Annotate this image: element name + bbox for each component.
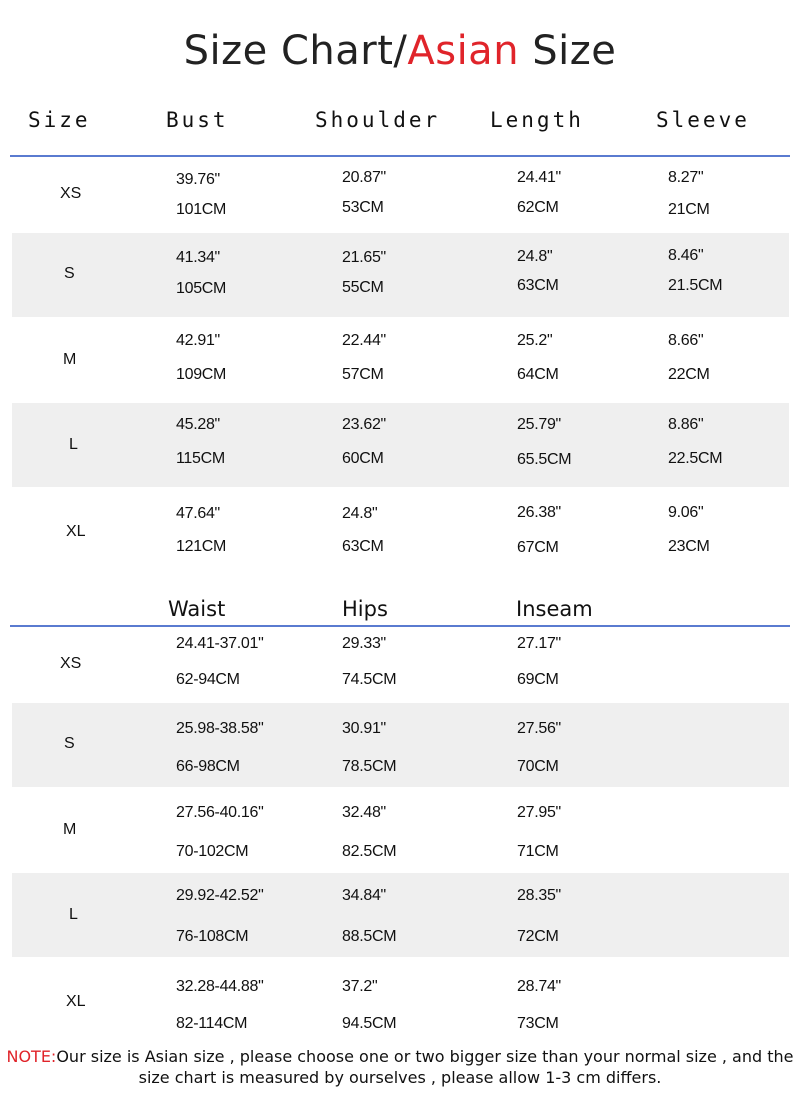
title-suffix: Size <box>519 28 617 74</box>
sleeve-cm: 23CM <box>668 538 710 555</box>
length-inches: 26.38" <box>517 504 561 521</box>
header-size: Size <box>28 108 91 132</box>
note-text: Our size is Asian size , please choose one or two bigger size than your normal size , and the size chart is measured by ourselves , please allow 1-3 cm differs. <box>56 1047 794 1087</box>
waist-cm: 70-102CM <box>176 843 249 860</box>
inseam-cm: 71CM <box>517 843 559 860</box>
inseam-cm: 72CM <box>517 928 559 945</box>
sleeve-cm: 22.5CM <box>668 450 723 467</box>
bust-cm: 115CM <box>176 450 225 467</box>
table-row <box>12 703 789 787</box>
title-accent: Asian <box>407 28 520 74</box>
header-hips: Hips <box>342 597 388 621</box>
waist-cm: 66-98CM <box>176 758 240 775</box>
hips-inches: 32.48" <box>342 804 386 821</box>
shoulder-cm: 53CM <box>342 199 384 216</box>
shoulder-inches: 21.65" <box>342 249 386 266</box>
sleeve-inches: 8.46" <box>668 247 704 264</box>
shoulder-inches: 24.8" <box>342 505 378 522</box>
hips-inches: 29.33" <box>342 635 386 652</box>
waist-cm: 82-114CM <box>176 1015 248 1032</box>
shoulder-cm: 55CM <box>342 279 384 296</box>
length-inches: 25.2" <box>517 332 553 349</box>
hips-cm: 88.5CM <box>342 928 397 945</box>
hips-inches: 34.84" <box>342 887 386 904</box>
inseam-cm: 70CM <box>517 758 559 775</box>
waist-inches: 25.98-38.58" <box>176 720 264 737</box>
size-label: M <box>63 351 77 368</box>
table-row <box>12 788 789 872</box>
header-sleeve: Sleeve <box>656 108 750 132</box>
shoulder-inches: 22.44" <box>342 332 386 349</box>
hips-cm: 78.5CM <box>342 758 397 775</box>
length-cm: 65.5CM <box>517 451 572 468</box>
size-label: XS <box>60 655 82 672</box>
size-note <box>0 1046 800 1088</box>
bust-cm: 121CM <box>176 538 227 555</box>
table-row <box>12 958 789 1042</box>
table-row <box>12 233 789 317</box>
note-label: NOTE: <box>6 1047 57 1066</box>
size-label: XL <box>66 993 86 1010</box>
length-inches: 25.79" <box>517 416 561 433</box>
inseam-inches: 27.95" <box>517 804 561 821</box>
hips-inches: 37.2" <box>342 978 378 995</box>
sleeve-cm: 21.5CM <box>668 277 723 294</box>
waist-inches: 29.92-42.52" <box>176 887 264 904</box>
table-row <box>12 158 789 232</box>
waist-inches: 32.28-44.88" <box>176 978 264 995</box>
inseam-inches: 28.35" <box>517 887 561 904</box>
hips-cm: 82.5CM <box>342 843 397 860</box>
bust-inches: 42.91" <box>176 332 220 349</box>
sleeve-inches: 8.66" <box>668 332 704 349</box>
inseam-cm: 73CM <box>517 1015 559 1032</box>
shoulder-inches: 20.87" <box>342 169 386 186</box>
length-inches: 24.41" <box>517 169 561 186</box>
waist-cm: 62-94CM <box>176 671 240 688</box>
sleeve-inches: 8.86" <box>668 416 704 433</box>
page-title <box>0 28 800 74</box>
size-label: L <box>69 906 78 923</box>
title-prefix: Size Chart/ <box>183 28 408 74</box>
size-label: M <box>63 821 77 838</box>
length-cm: 64CM <box>517 366 559 383</box>
table-row <box>12 488 789 572</box>
hips-cm: 94.5CM <box>342 1015 397 1032</box>
sleeve-inches: 9.06" <box>668 504 704 521</box>
sleeve-inches: 8.27" <box>668 169 704 186</box>
waist-cm: 76-108CM <box>176 928 249 945</box>
bust-inches: 45.28" <box>176 416 220 433</box>
sleeve-cm: 21CM <box>668 201 710 218</box>
length-cm: 63CM <box>517 277 559 294</box>
header-length: Length <box>490 108 584 132</box>
bottom-table-rule <box>10 625 790 627</box>
header-bust: Bust <box>166 108 229 132</box>
bust-inches: 41.34" <box>176 249 220 266</box>
header-waist: Waist <box>168 597 226 621</box>
table-row <box>12 403 789 487</box>
bust-cm: 101CM <box>176 201 227 218</box>
hips-cm: 74.5CM <box>342 671 397 688</box>
length-inches: 24.8" <box>517 248 553 265</box>
table-row <box>12 318 789 402</box>
length-cm: 62CM <box>517 199 559 216</box>
inseam-cm: 69CM <box>517 671 559 688</box>
length-cm: 67CM <box>517 539 559 556</box>
shoulder-inches: 23.62" <box>342 416 386 433</box>
size-label: L <box>69 436 78 453</box>
waist-inches: 24.41-37.01" <box>176 635 264 652</box>
inseam-inches: 28.74" <box>517 978 561 995</box>
inseam-inches: 27.56" <box>517 720 561 737</box>
bust-inches: 39.76" <box>176 171 220 188</box>
top-table-rule <box>10 155 790 157</box>
size-label: S <box>64 735 75 752</box>
size-label: XL <box>66 523 86 540</box>
inseam-inches: 27.17" <box>517 635 561 652</box>
shoulder-cm: 63CM <box>342 538 384 555</box>
header-inseam: Inseam <box>516 597 593 621</box>
bust-inches: 47.64" <box>176 505 220 522</box>
hips-inches: 30.91" <box>342 720 386 737</box>
sleeve-cm: 22CM <box>668 366 710 383</box>
bust-cm: 109CM <box>176 366 227 383</box>
shoulder-cm: 60CM <box>342 450 384 467</box>
waist-inches: 27.56-40.16" <box>176 804 264 821</box>
shoulder-cm: 57CM <box>342 366 384 383</box>
size-label: S <box>64 265 75 282</box>
header-shoulder: Shoulder <box>315 108 441 132</box>
size-label: XS <box>60 185 82 202</box>
table-row <box>12 873 789 957</box>
table-row <box>12 628 789 702</box>
bust-cm: 105CM <box>176 280 227 297</box>
